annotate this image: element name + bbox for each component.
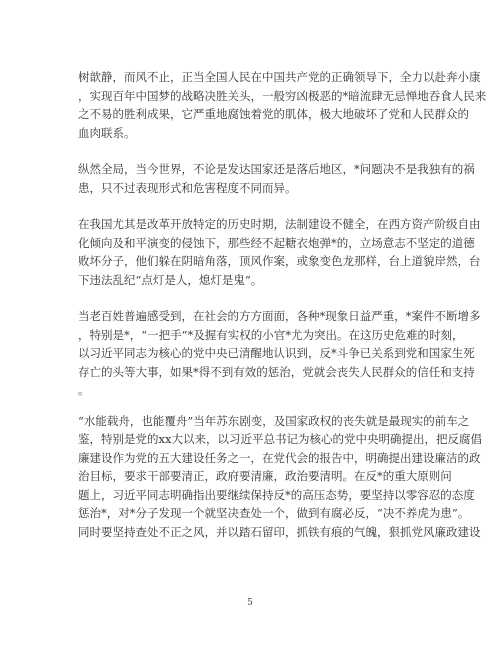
text-line: 当老百姓普遍感受到，在社会的方方面面，各种*现象日益严重，*案件不断增多 (78, 309, 481, 323)
paragraph-4 (78, 307, 481, 400)
text-line: 之不易的胜利成果，它严重地腐蚀着党的肌体，极大地破坏了党和人民群众的 (78, 107, 469, 121)
text-line: 廉建设作为党的五大建设任务之一，在党代会的报告中，明确提出建设廉洁的政 (78, 450, 481, 465)
body-text (78, 68, 487, 541)
text-line: 树歆静，而风不止，正当全国人民在中国共产党的正确领导下，全力以赴奔小康 (78, 70, 481, 84)
text-line: 血肉联系。 (78, 125, 136, 140)
text-line: 以习近平同志为核心的党中央已清醒地认识到，反*斗争已关系到党和国家生死 (78, 346, 475, 360)
paragraph-2 (78, 160, 475, 197)
text-line: ，特别是*，“一把手”*及握有实权的小官*尤为突出。在这历史危难的时刻， (78, 327, 464, 342)
text-line: “水能载舟，也能覆舟”当年苏东剧变，及国家政权的丧失就是最现实的前车之 (78, 413, 470, 428)
text-line: 治目标，要求干部要清正，政府要清廉，政治要清明。在反*的重大原则问 (78, 469, 452, 483)
text-line: 。 (78, 383, 90, 397)
text-line: 在我国尤其是改革开放特定的历史时期，法制建设不健全，在西方资产阶级自由 (78, 217, 481, 231)
paragraph-1 (78, 68, 487, 142)
text-line: 纵然全局，当今世界，不论是发达国家还是落后地区，*问题决不是我独有的祸 (78, 162, 475, 176)
paragraph-3 (78, 215, 481, 289)
text-line: 存亡的头等大事，如果*得不到有效的惩治，党就会丧失人民群众的信任和支持 (78, 364, 475, 379)
text-line: 患，只不过表现形式和危害程度不同而异。 (78, 180, 297, 195)
text-line: ，实现百年中国梦的战略决胜关头，一般穷凶极恶的*暗流肆无忌惮地吞食人民来 (78, 88, 487, 103)
text-line: 同时要坚持查处不正之风，并以踏石留印，抓铁有痕的气魄，狠抓党风廉政建设 (78, 524, 481, 539)
text-line: 鉴，特别是党的xx大以来，以习近平总书记为核心的党中央明确提出，把反腐倡 (78, 432, 482, 446)
paragraph-5 (78, 412, 482, 542)
text-line: 下违法乱纪“点灯是人，熄灯是鬼”。 (78, 272, 263, 287)
text-line: 惩治*，对*分子发现一个就坚决查处一个，做到有腐必反，“决不养虎为患”。 (78, 506, 470, 520)
text-line: 题上，习近平同志明确指出要继续保持反*的高压态势，要坚持以零容忍的态度 (78, 487, 475, 502)
text-line: 化倾向及和平演变的侵蚀下，那些经不起糖衣炮弹*的，立场意志不坚定的道德 (78, 235, 475, 250)
text-line: 败坏分子，他们躲在阴暗角落，顶风作案，或象变色龙那样，台上道貌岸然，台 (78, 254, 481, 268)
page-number: 5 (247, 598, 253, 608)
